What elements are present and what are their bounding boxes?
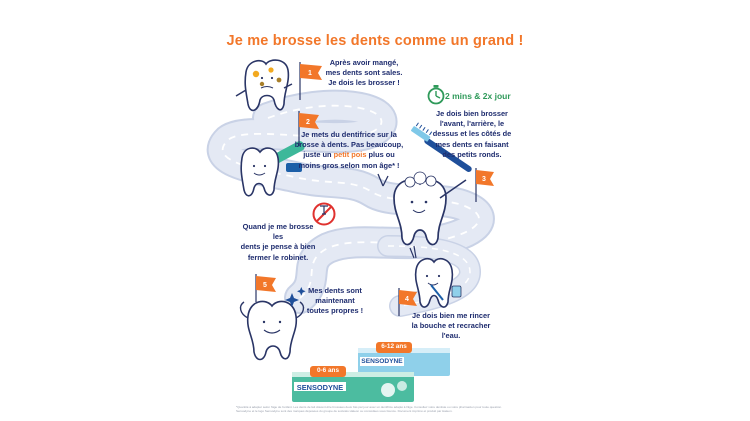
step-3-line-4: mes dents en faisant: [435, 139, 509, 149]
step-5-line-2: maintenant: [315, 296, 355, 306]
step-2-line-3: [288, 150, 410, 160]
svg-text:4: 4: [405, 296, 409, 303]
step-2-line-3-suffix: plus ou: [366, 150, 395, 160]
step-2-line-2: brosse à dents. Pas beaucoup,: [294, 140, 404, 150]
page-title: Je me brosse les dents comme un grand !: [226, 33, 524, 49]
water-tip-line-3: fermer le robinet.: [247, 252, 309, 262]
water-tip-text: [238, 222, 318, 263]
pack-0-6-brand: SENSODYNE: [296, 383, 344, 392]
step-4-line-1: Je dois bien me rincer: [411, 311, 491, 320]
step-5-text: [300, 286, 370, 317]
svg-text:3: 3: [482, 176, 486, 183]
step-2-line-1: Je mets du dentifrice sur la: [301, 130, 397, 139]
step-1-line-2: mes dents sont sales.: [325, 68, 403, 78]
svg-text:1: 1: [308, 70, 312, 77]
petit-pois-highlight: petit pois: [333, 150, 367, 160]
step-5-flag: [256, 274, 276, 302]
legal-footnote: *Quantité à adapter selon l'âge de l'enfant. Les dents de lait doivent être brossées deux fois par jour avec un dentifrice adapté à l'âge. Consultez votre dentiste ou votre pharmacien pour toute question. Sensodyne et le logo Sensodyne sont des marques déposées du groupe de sociétés Haleon ou concédées sous licence. Document imprimé et produit par Haleon.: [236, 405, 502, 413]
svg-text:2: 2: [306, 119, 310, 126]
step-3-text: [428, 109, 516, 160]
step-4-line-2: la bouche et recracher: [411, 321, 491, 331]
step-4-text: [406, 311, 496, 342]
timer-label: 2 mins & 2x jour: [445, 91, 511, 101]
step-1-line-1: Après avoir mangé,: [329, 58, 399, 67]
step-2-line-4: moins gros selon mon âge* !: [298, 160, 400, 170]
step-2-text: [288, 130, 410, 171]
pack-6-12-age: 6-12 ans: [381, 343, 407, 350]
step-4-line-3: l'eau.: [441, 331, 461, 341]
step-2-line-3-prefix: juste un: [303, 150, 334, 160]
step-5-line-1: Mes dents sont: [308, 286, 362, 295]
step-3-line-2: l'avant, l'arrière, le: [439, 119, 505, 129]
step-3-line-5: des petits ronds.: [442, 149, 502, 159]
water-tip-line-2: dents je pense à bien: [240, 242, 316, 252]
step-5-line-3: toutes propres !: [306, 306, 364, 316]
pack-6-12-brand: SENSODYNE: [361, 358, 403, 365]
step-1-line-3: Je dois les brosser !: [328, 78, 400, 88]
step-3-line-1: Je dois bien brosser: [436, 109, 508, 118]
step-3-line-3: dessus et les côtés de: [432, 129, 512, 139]
svg-text:5: 5: [263, 282, 267, 289]
brushing-timer: [428, 84, 510, 108]
step-1-text: [320, 58, 408, 89]
pack-0-6-age: 0-6 ans: [316, 367, 340, 374]
water-tip-line-1: Quand je me brosse les: [242, 222, 314, 242]
